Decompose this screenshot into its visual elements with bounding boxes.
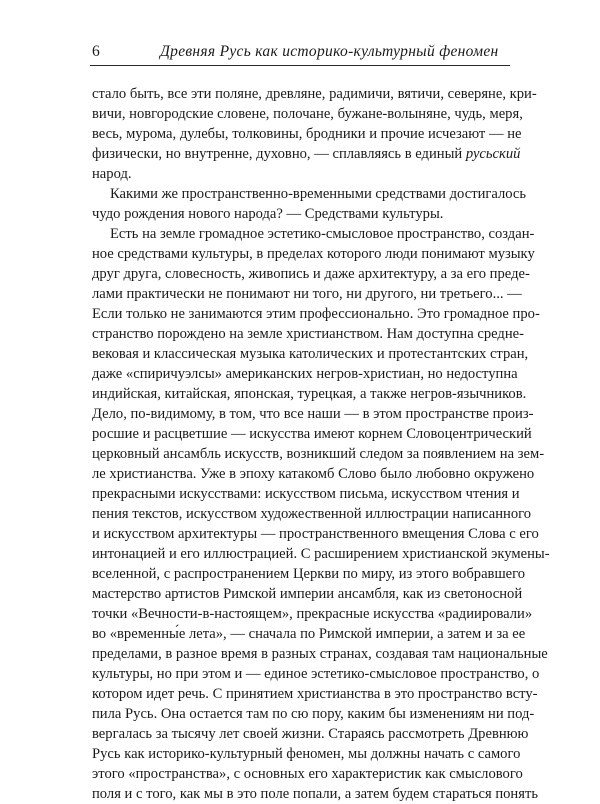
text-line: Дело, по-видимому, в том, что все наши — в этом пространстве произ- [92,406,534,422]
text-line: котором идет речь. С принятием христианства в это пространство всту- [92,686,538,702]
text-line: ное средствами культуры, в пределах которого люди понимают музыку [92,246,535,262]
text-line: друг друга, словесность, живопись и даже архитектуру, а за его преде- [92,266,530,282]
emphasized-word: русьский [465,146,521,162]
text-line: вергалась за тысячу лет своей жизни. Стараясь рассмотреть Древнюю [92,726,529,742]
page-number: 6 [92,43,100,60]
text-line: поля и с того, как мы в это поле попали, а затем будем стараться понять [92,786,538,802]
text-line: вековая и классическая музыка католических и протестантских стран, [92,346,529,362]
text-fragment: физически, но внутренне, духовно, — сплавляясь в единый [92,146,466,162]
text-line: народ. [92,166,132,182]
text-line: странство порождено на земле христианством. Нам доступна средне- [92,326,524,342]
text-line: Какими же пространственно-временными средствами достигалось [110,186,527,202]
text-line: даже «спиричуэлсы» американских негров-христиан, но недоступна [92,366,518,382]
text-line: ле христианства. Уже в эпоху катакомб Слово было любовно окружено [92,466,535,482]
text-line: и искусством архитектуры — пространственного вмещения Слова с его [92,526,539,542]
text-line: росшие и расцветшие — искусства имеют корнем Словоцентрический [92,426,532,442]
text-line: Русь как историко-культурный феномен, мы должны начать с самого [92,746,521,762]
text-line: лами практически не понимают ни того, ни другого, ни третьего... — [92,286,522,302]
text-line: стало быть, все эти поляне, древляне, радимичи, вятичи, северяне, кри- [92,86,537,102]
body-text [92,84,550,804]
text-line: мастерство артистов Римской империи ансамбля, как из светоносной [92,586,523,602]
text-line: вселенной, с распространением Церкви по миру, из этого вобравшего [92,566,526,582]
running-title: Древняя Русь как историко-культурный феномен [160,43,499,60]
text-line: весь, мурома, дулебы, толковины, бродники и прочие исчезают — не [92,126,522,142]
text-line: культуры, но при этом и — единое эстетико-смысловое пространство, о [92,666,540,682]
text-line: Есть на земле громадное эстетико-смысловое пространство, создан- [110,226,535,242]
text-line: прекрасными искусствами: искусством письма, искусством чтения и [92,486,520,502]
text-line: этого «пространства», с основных его характеристик как смыслового [92,766,523,782]
text-line: церковный ансамбль искусств, возникший следом за появлением на зем- [92,446,545,462]
text-line: точки «Вечности-в-настоящем», прекрасные искусства «радиировали» [92,606,533,622]
header-rule [90,65,510,66]
text-line: чудо рождения нового народа? — Средствами культуры. [92,206,444,222]
text-line: пения текстов, искусством художественной иллюстрации написанного [92,506,532,522]
text-line: вичи, новгородские словене, полочане, бужане-волыняне, чудь, меря, [92,106,523,122]
text-line: Если только не занимаются этим профессионально. Это громадное про- [92,306,540,322]
text-line-with-emphasis [92,144,521,164]
page-header [90,42,510,62]
text-line: пила Русь. Она остается там по сю пору, каким бы изменениям ни под- [92,706,535,722]
text-line: индийская, китайская, японская, турецкая, а также негров-язычников. [92,386,527,402]
text-line: пределами, в разное время в разных странах, создавая там национальные [92,646,548,662]
text-line: во «временны́е лета», — сначала по Римской империи, а затем и за ее [92,626,526,642]
text-line: интонацией и его иллюстрацией. С расширением христианской экумены- [92,546,550,562]
